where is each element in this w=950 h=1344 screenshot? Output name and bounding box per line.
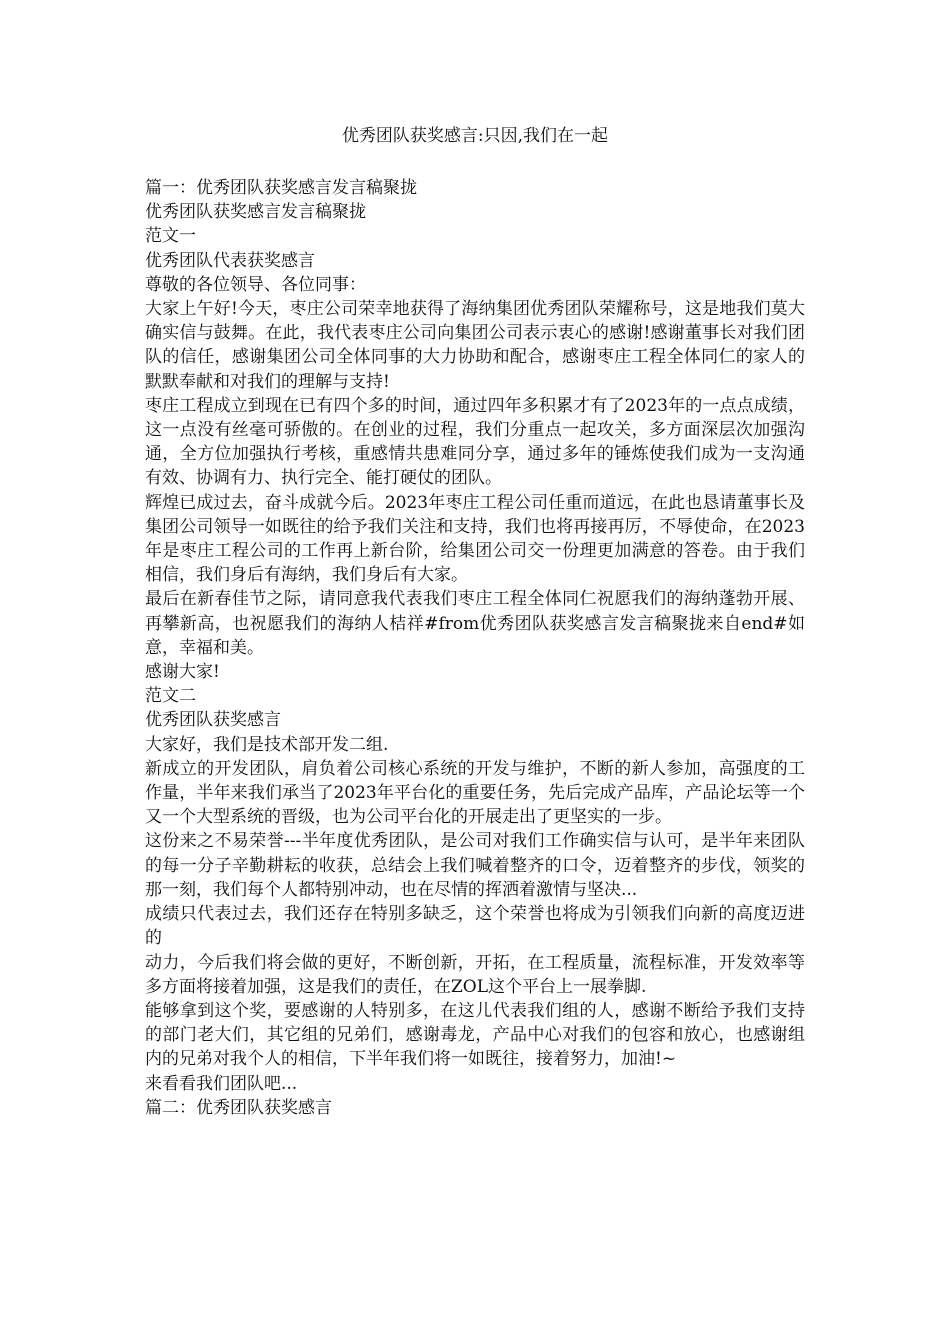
paragraph: 辉煌已成过去，奋斗成就今后。2023年枣庄工程公司任重而道远，在此也恳请董事长及集团公司领导一如既往的给予我们关注和支持，我们也将再接再厉，不辱使命，在2023年是枣庄工程公司的工作再上新台阶，给集团公司交一份理更加满意的答卷。由于我们相信，我们身后有海纳，我们身后有大家。 <box>145 492 805 586</box>
paragraph: 大家上午好!今天，枣庄公司荣幸地获得了海纳集团优秀团队荣耀称号，这是地我们莫大确实信与鼓舞。在此，我代表枣庄公司向集团公司表示衷心的感谢!感谢董事长对我们团队的信任，感谢集团公司全体同事的大力协助和配合，感谢枣庄工程全体同仁的家人的默默奉献和对我们的理解与支持! <box>145 299 805 392</box>
document-title: 优秀团队获奖感言:只因,我们在一起 <box>341 126 609 146</box>
paragraph: 优秀团队获奖感言 <box>145 710 281 731</box>
paragraph: 大家好，我们是技术部开发二组. <box>145 734 389 755</box>
document-page <box>145 124 805 1120</box>
paragraph: 最后在新春佳节之际，请同意我代表我们枣庄工程全体同仁祝愿我们的海纳蓬勃开展、再攀新高，也祝愿我们的海纳人桔祥#from优秀团队获奖感言发言稿聚拢来自end#如意，幸福和美。 <box>145 589 805 658</box>
paragraph: 动力，今后我们将会做的更好，不断创新，开拓，在工程质量，流程标准，开发效率等多方面将接着加强，这是我们的责任，在ZOL这个平台上一展拳脚. <box>145 952 805 997</box>
paragraph: 尊敬的各位领导、各位同事： <box>145 274 366 295</box>
paragraph: 成绩只代表过去，我们还存在特别多缺乏，这个荣誉也将成为引领我们向新的高度迈进的 <box>145 904 805 949</box>
paragraph: 新成立的开发团队，肩负着公司核心系统的开发与维护，不断的新人参加，高强度的工作量，半年来我们承当了2023年平台化的重要任务，先后完成产品库，产品论坛等一个又一个大型系统的晋级，也为公司平台化的开展走出了更坚实的一步。 <box>145 758 805 828</box>
document-body <box>145 176 805 1120</box>
paragraph: 这份来之不易荣誉---半年度优秀团队，是公司对我们工作确实信与认可，是半年来团队的每一分子辛勤耕耘的收获，总结会上我们喊着整齐的口令，迈着整齐的步伐，领奖的那一刻，我们每个人都特别冲动，也在尽情的挥洒着激情与坚决... <box>145 831 805 900</box>
paragraph: 感谢大家! <box>145 662 220 683</box>
paragraph: 范文二 <box>145 686 196 707</box>
paragraph: 来看看我们团队吧... <box>145 1073 298 1094</box>
paragraph: 枣庄工程成立到现在已有四个多的时间，通过四年多积累才有了2023年的一点点成绩，这一点没有丝毫可骄傲的。在创业的过程，我们分重点一起攻关，多方面深层次加强沟通，全方位加强执行考核，重感情共患难同分享，通过多年的锤炼使我们成为一支沟通有效、协调有力、执行完全、能打硬仗的团队。 <box>145 395 805 489</box>
paragraph: 篇二：优秀团队获奖感言 <box>145 1097 332 1118</box>
paragraph: 能够拿到这个奖，要感谢的人特别多，在这儿代表我们组的人，感谢不断给予我们支持的部门老大们，其它组的兄弟们，感谢毒龙，产品中心对我们的包容和放心，也感谢组内的兄弟对我个人的相信，下半年我们将一如既往，接着努力，加油!~ <box>145 1000 805 1070</box>
paragraph: 优秀团队代表获奖感言 <box>145 250 315 271</box>
paragraph: 篇一：优秀团队获奖感言发言稿聚拢 <box>145 178 417 198</box>
paragraph: 范文一 <box>145 226 196 247</box>
paragraph: 优秀团队获奖感言发言稿聚拢 <box>145 202 366 223</box>
